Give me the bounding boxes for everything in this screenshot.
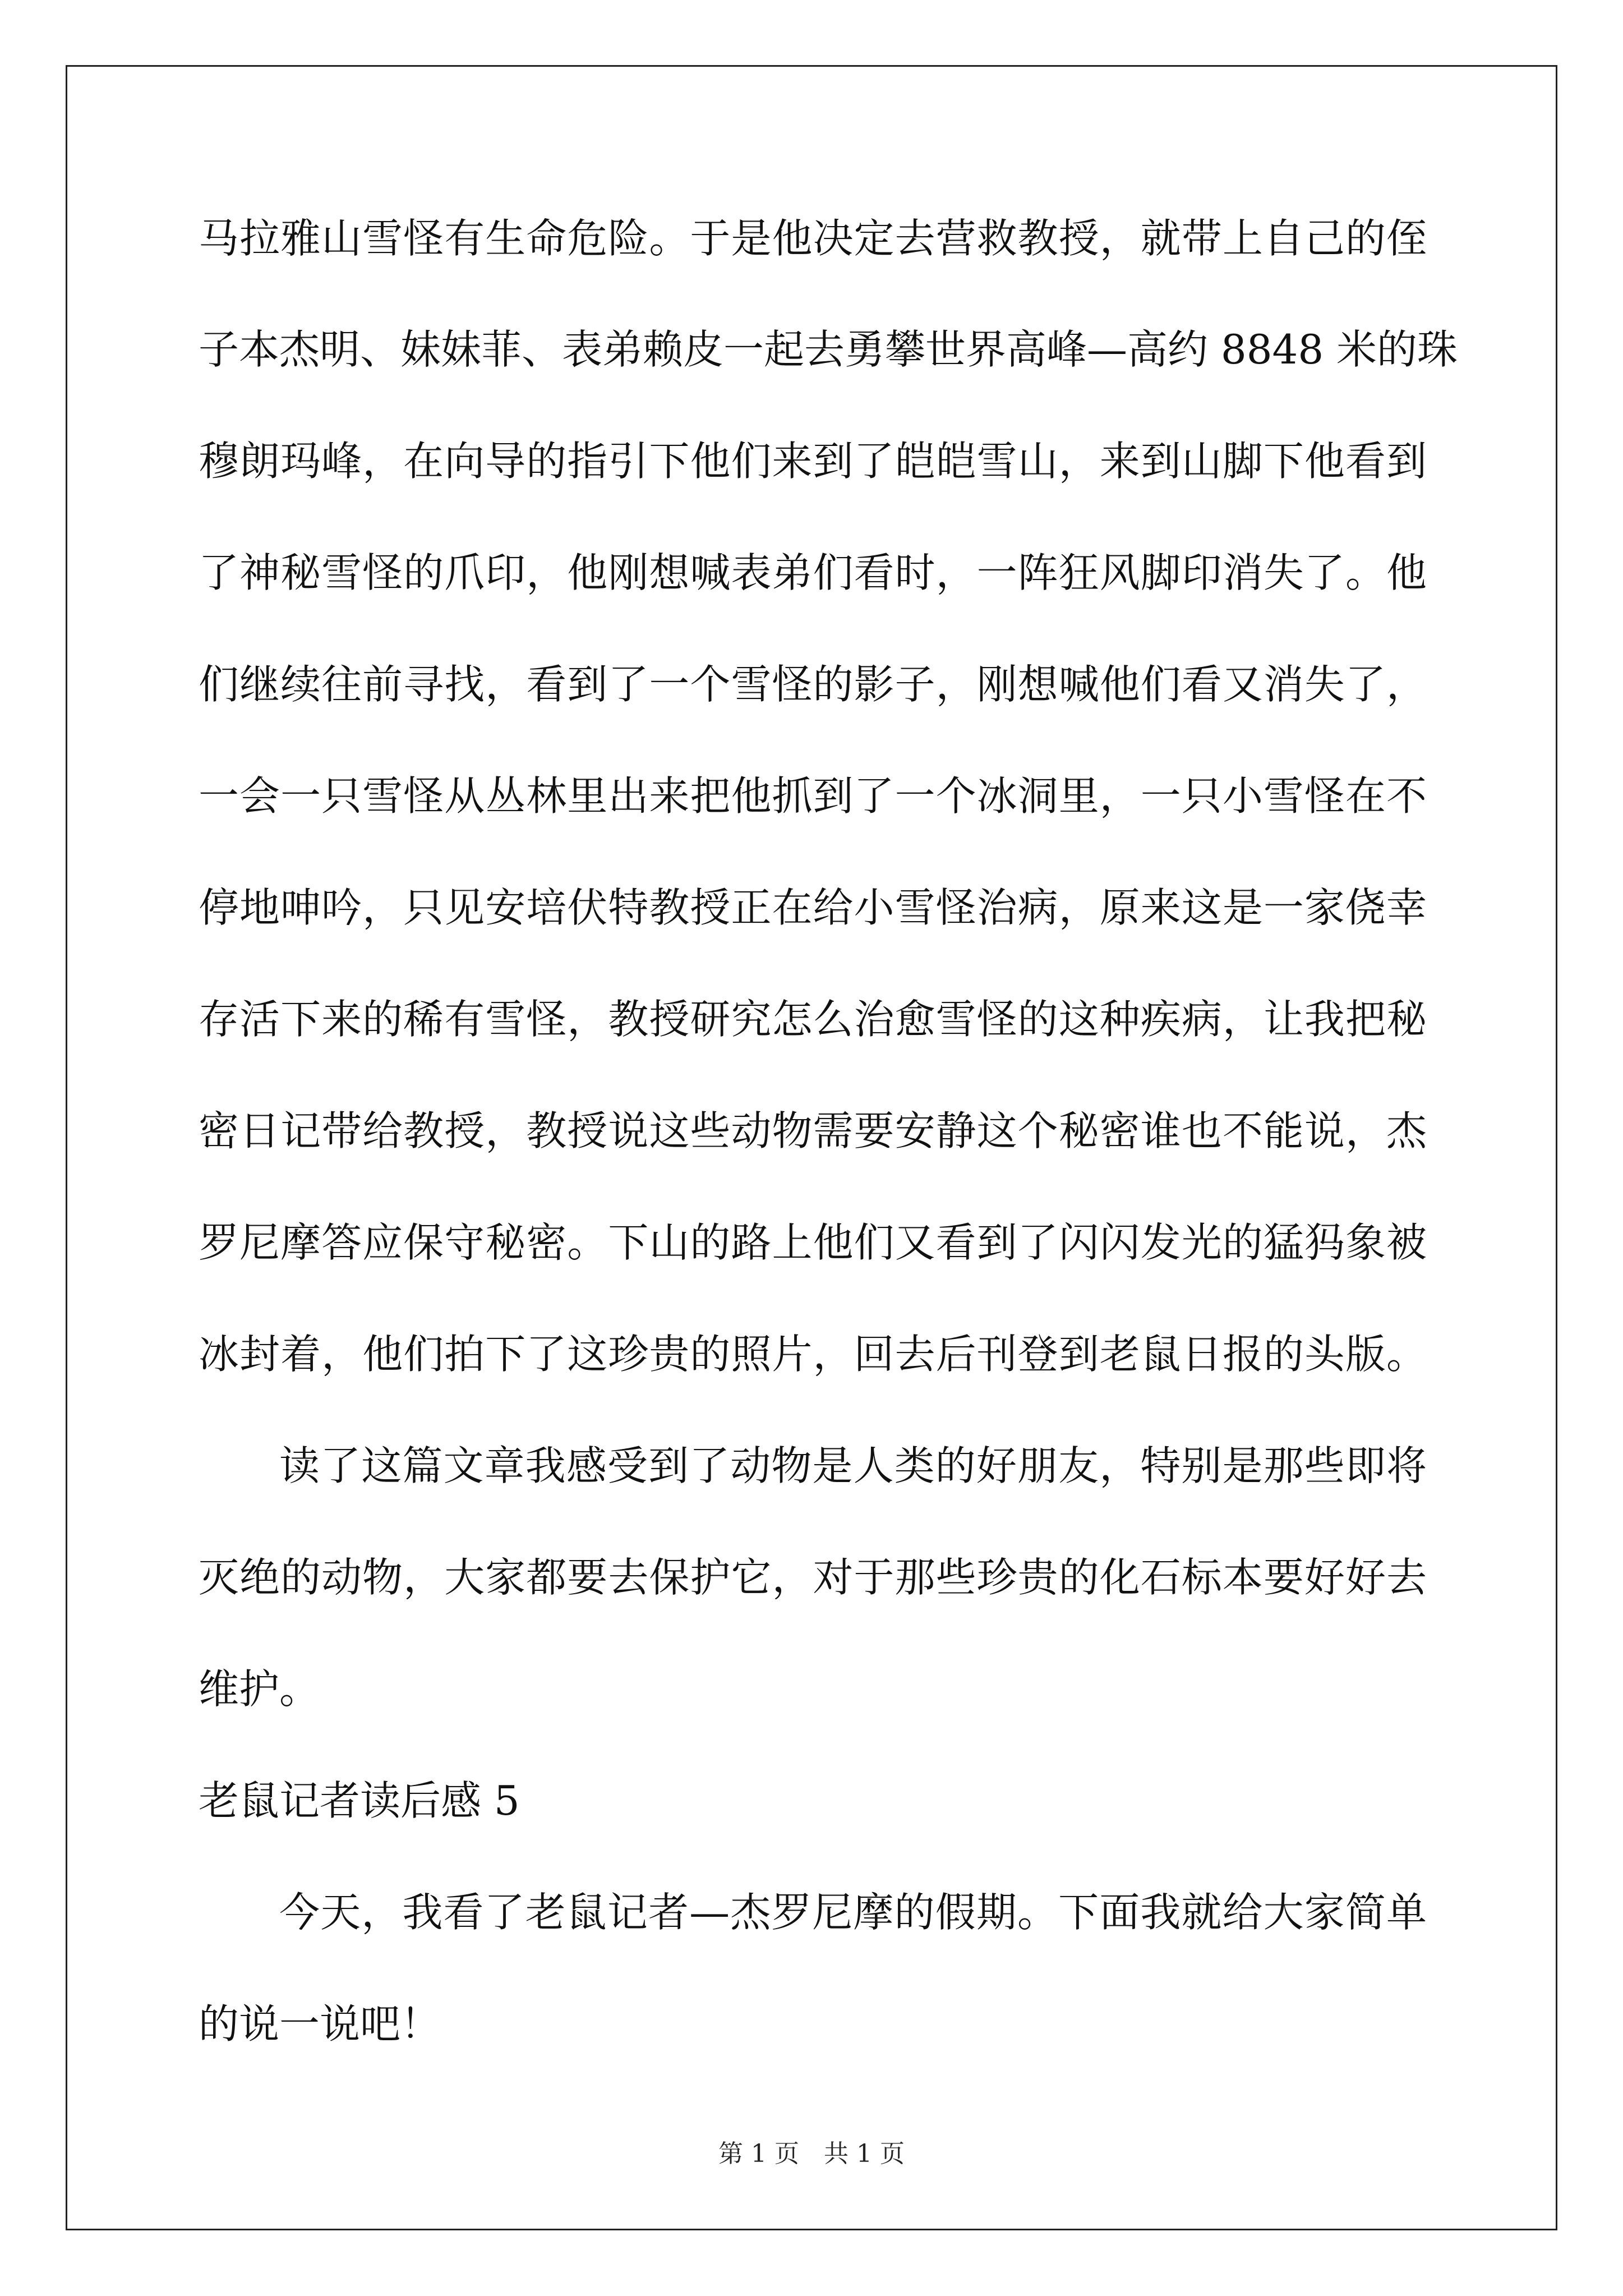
paragraph-line: 罗尼摩答应保守秘密。下山的路上他们又看到了闪闪发光的猛犸象被: [199, 1219, 1427, 1266]
paragraph-line: 穆朗玛峰，在向导的指引下他们来到了皑皑雪山，来到山脚下他看到: [199, 438, 1427, 485]
section-heading: 老鼠记者读后感 5: [199, 1777, 520, 1824]
paragraph-last-line: 的说一说吧！: [199, 2000, 441, 2047]
paragraph-line: 停地呻吟，只见安培伏特教授正在给小雪怪治病，原来这是一家侥幸: [199, 884, 1427, 931]
paragraph-first-line: 读了这篇文章我感受到了动物是人类的好朋友，特别是那些即将: [279, 1442, 1427, 1489]
paragraph-line: 存活下来的稀有雪怪，教授研究怎么治愈雪怪的这种疾病，让我把秘: [199, 996, 1427, 1043]
page-footer: 第 1 页 共 1 页: [718, 2139, 905, 2168]
paragraph-line: 密日记带给教授，教授说这些动物需要安静这个秘密谁也不能说，杰: [199, 1107, 1427, 1154]
paragraph-line: 冰封着，他们拍下了这珍贵的照片，回去后刊登到老鼠日报的头版。: [199, 1331, 1427, 1378]
paragraph-line: 了神秘雪怪的爪印，他刚想喊表弟们看时，一阵狂风脚印消失了。他: [199, 549, 1427, 596]
paragraph-first-line: 今天，我看了老鼠记者—杰罗尼摩的假期。下面我就给大家简单: [279, 1889, 1427, 1936]
paragraph-line: 们继续往前寻找，看到了一个雪怪的影子，刚想喊他们看又消失了，: [199, 661, 1427, 708]
paragraph-line: 灭绝的动物，大家都要去保护它，对于那些珍贵的化石标本要好好去: [199, 1554, 1427, 1601]
paragraph-line: 子本杰明、妹妹菲、表弟赖皮一起去勇攀世界高峰—高约 8848 米的珠: [199, 326, 1458, 373]
paragraph-line: 马拉雅山雪怪有生命危险。于是他决定去营救教授，就带上自己的侄: [199, 215, 1427, 262]
paragraph-line: 一会一只雪怪从丛林里出来把他抓到了一个冰洞里，一只小雪怪在不: [199, 772, 1427, 820]
paragraph-last-line: 维护。: [199, 1665, 320, 1713]
